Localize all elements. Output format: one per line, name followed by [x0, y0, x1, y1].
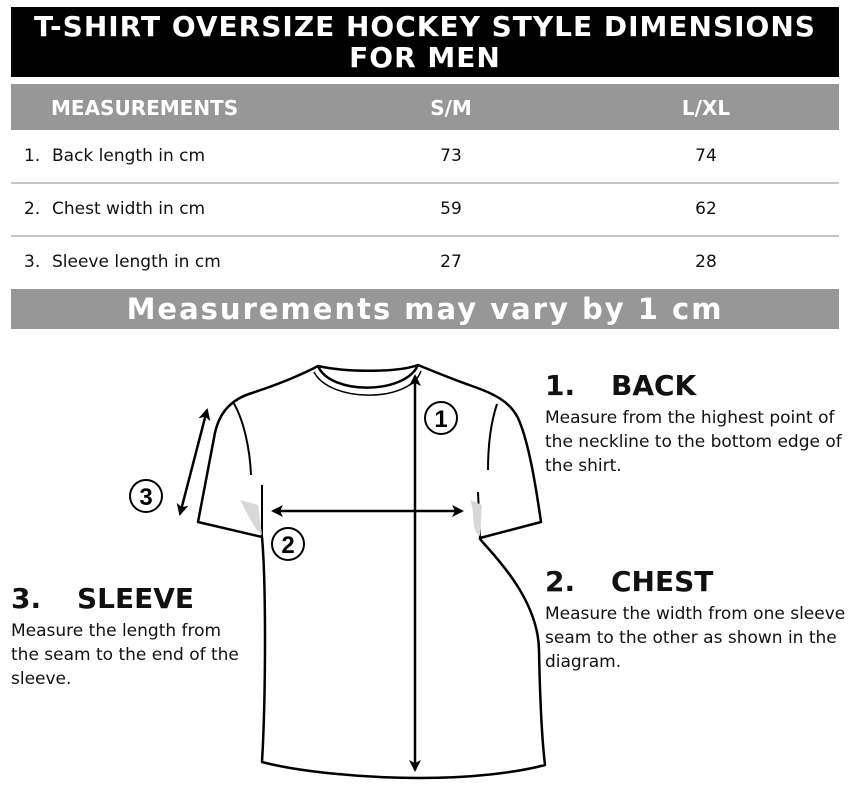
instruction-back-number: 1.: [545, 369, 576, 402]
instruction-sleeve-title: SLEEVE: [77, 582, 195, 615]
instruction-sleeve: [11, 583, 251, 691]
marker-sleeve: [130, 480, 162, 512]
row-label: Chest width in cm: [52, 199, 206, 219]
variance-note: Measurements may vary by 1 cm: [11, 289, 839, 329]
row-number: 1.: [24, 146, 41, 166]
marker-chest-label: 2: [281, 532, 295, 559]
instruction-back-title: BACK: [611, 369, 697, 402]
instruction-sleeve-heading: [11, 583, 251, 615]
instruction-chest-title: CHEST: [611, 565, 714, 598]
title-line-1: T-SHIRT OVERSIZE HOCKEY STYLE DIMENSIONS: [34, 10, 816, 43]
row-number: 3.: [24, 252, 41, 272]
marker-back-label: 1: [434, 406, 448, 433]
instruction-sleeve-number: 3.: [11, 582, 42, 615]
instruction-back: [545, 370, 855, 478]
row-label: Back length in cm: [52, 146, 206, 166]
row-value-lxl: 74: [695, 146, 717, 166]
marker-back: [425, 402, 457, 434]
marker-sleeve-label: 3: [139, 484, 153, 511]
header-measurements: MEASUREMENTS: [51, 96, 239, 120]
instruction-chest-text: Measure the width from one sleeve seam to the other as shown in the diagram.: [545, 604, 846, 672]
instruction-sleeve-text: Measure the length from the seam to the end of the sleeve.: [11, 621, 239, 689]
row-value-lxl: 28: [695, 252, 717, 272]
row-number: 2.: [24, 199, 41, 219]
header-size-sm: S/M: [430, 96, 472, 120]
row-label: Sleeve length in cm: [52, 252, 221, 272]
instruction-chest: [545, 566, 855, 674]
tshirt-outline: [198, 365, 545, 778]
row-value-sm: 59: [440, 199, 462, 219]
instruction-chest-number: 2.: [545, 565, 576, 598]
fold-shading: [240, 500, 482, 536]
marker-chest: [272, 528, 304, 560]
row-value-sm: 27: [440, 252, 462, 272]
header-size-lxl: L/XL: [681, 96, 731, 120]
instruction-chest-heading: [545, 566, 855, 598]
instruction-back-heading: [545, 370, 855, 402]
instruction-back-text: Measure from the highest point of the neckline to the bottom edge of the shirt.: [545, 408, 842, 476]
row-value-lxl: 62: [695, 199, 717, 219]
title-line-2: FOR MEN: [349, 41, 501, 74]
row-value-sm: 73: [440, 146, 462, 166]
